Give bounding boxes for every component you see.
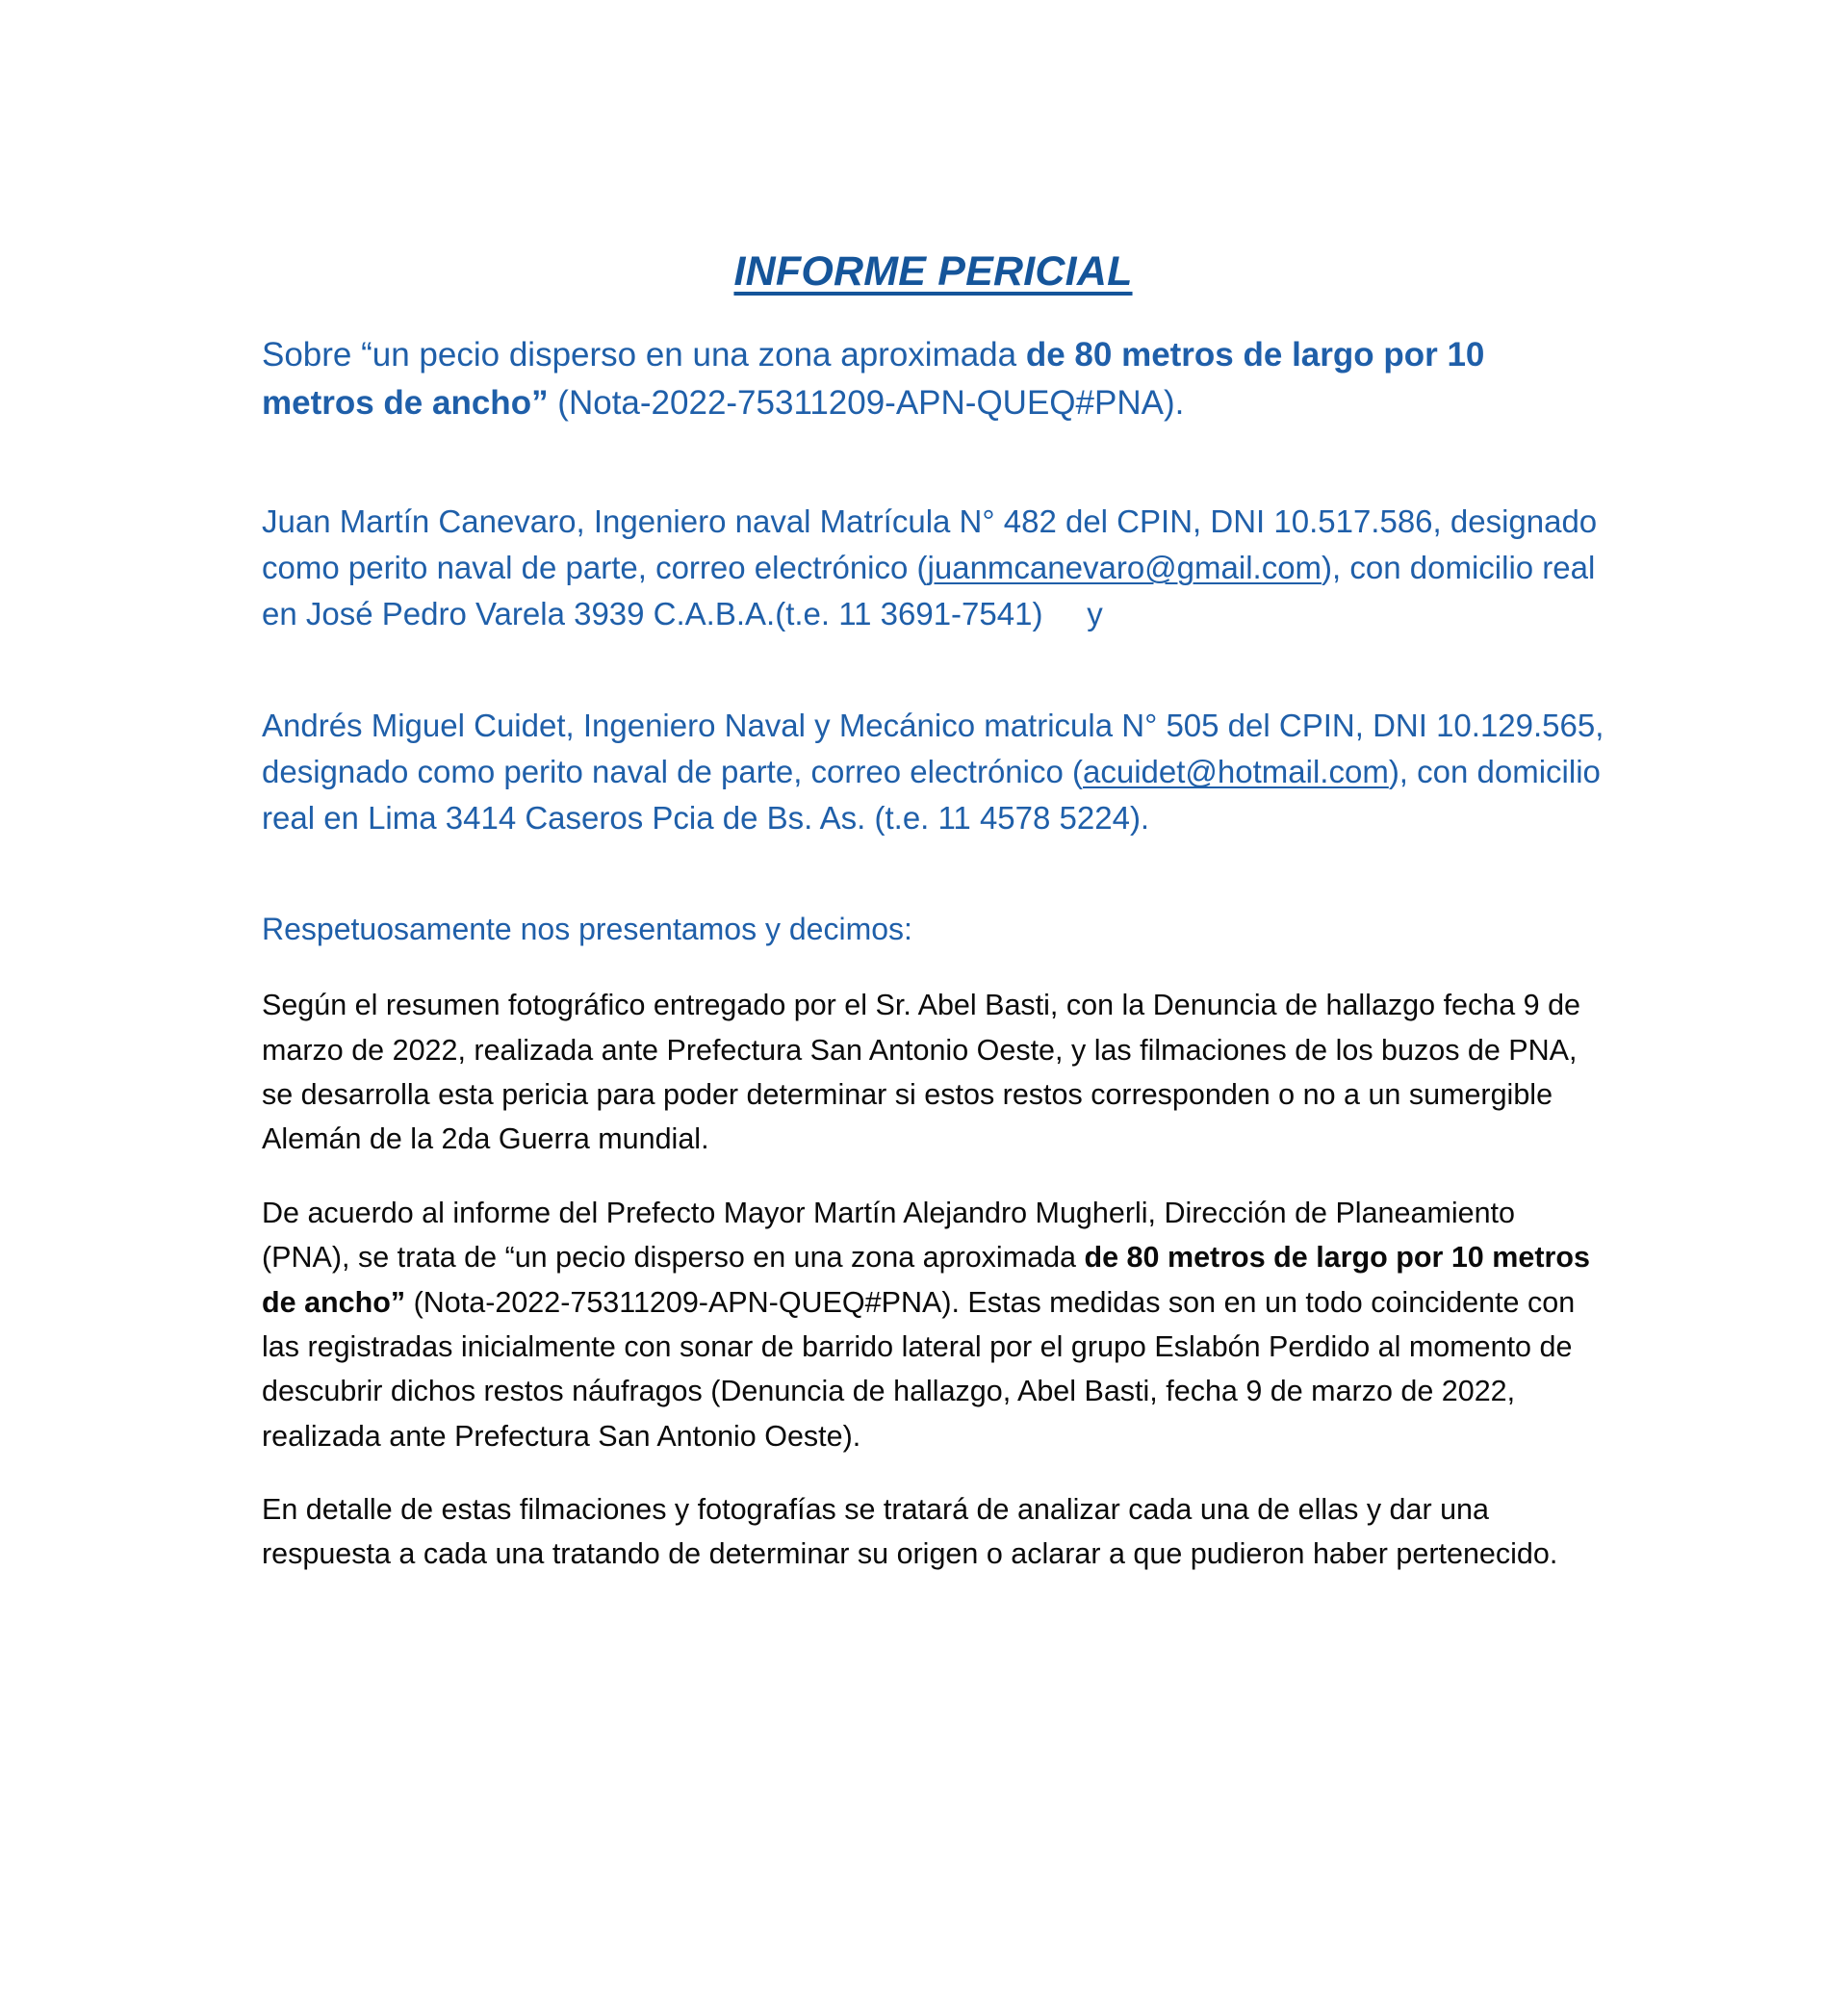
spacer bbox=[262, 427, 1604, 499]
expert-two-paragraph bbox=[262, 703, 1604, 842]
page-title-text: INFORME PERICIAL bbox=[733, 248, 1133, 295]
spacer bbox=[262, 637, 1604, 703]
pna-text-start: De acuerdo al informe del Prefecto Mayor Martín Alejandro Mugherli, Dirección de Planeamiento (PNA), se trata de “un pecio disperso en una zona aproximada bbox=[262, 1196, 1515, 1275]
greeting-line: Respetuosamente nos presentamos y decimos: bbox=[262, 911, 912, 946]
subject-suffix: (Nota-2022-75311209-APN-QUEQ#PNA). bbox=[548, 383, 1185, 422]
pna-measurements-bold: de 80 metros de largo por 10 metros de ancho” bbox=[262, 1241, 1590, 1319]
expert-one-email-link[interactable]: juanmcanevaro@gmail.com bbox=[927, 549, 1322, 585]
expert-two-text-start: Andrés Miguel Cuidet, Ingeniero Naval y Mecánico matricula N° 505 del CPIN, DNI 10.129.565, designado como perito naval de parte, correo electrónico ( bbox=[262, 708, 1604, 790]
subject-bold: de 80 metros de largo por 10 metros de ancho” bbox=[262, 336, 1485, 422]
subject-prefix: Sobre “un pecio disperso en una zona aproximada bbox=[262, 336, 1026, 374]
document-body bbox=[262, 248, 1604, 1577]
expert-one-conjunction: y bbox=[1087, 595, 1103, 631]
expert-two-email-link[interactable]: acuidet@hotmail.com bbox=[1083, 754, 1389, 790]
paragraph-photographic-summary: Según el resumen fotográfico entregado por el Sr. Abel Basti, con la Denuncia de hallazgo fecha 9 de marzo de 2022, realizada ante Prefectura San Antonio Oeste, y las filmaciones de los buzos de PNA, se desarrolla esta pericia para poder determinar si estos restos corresponden o no a un sumergible Alemán de la 2da Guerra mundial. bbox=[262, 989, 1581, 1156]
expert-one-paragraph bbox=[262, 499, 1604, 638]
expert-one-text-start: Juan Martín Canevaro, Ingeniero naval Matrícula N° 482 del CPIN, DNI 10.517.586, designado como perito naval de parte, correo electrónico ( bbox=[262, 502, 1598, 585]
page-title bbox=[262, 248, 1604, 295]
spacer bbox=[262, 842, 1604, 908]
expert-one-text-end: ), con domicilio real en José Pedro Varela 3939 C.A.B.A.(t.e. 11 3691-7541) bbox=[262, 549, 1596, 631]
pna-text-end: (Nota-2022-75311209-APN-QUEQ#PNA). Estas medidas son en un todo coincidente con las registradas inicialmente con sonar de barrido lateral por el grupo Eslabón Perdido al momento de descubrir dichos restos náufragos (Denuncia de hallazgo, Abel Basti, fecha 9 de marzo de 2022, realizada ante Prefectura San Antonio Oeste). bbox=[262, 1285, 1576, 1453]
paragraph-pna-report bbox=[262, 1191, 1604, 1458]
expert-two-text-end: ), con domicilio real en Lima 3414 Caseros Pcia de Bs. As. (t.e. 11 4578 5224). bbox=[262, 754, 1601, 837]
subject-paragraph bbox=[262, 331, 1604, 426]
paragraph-analysis-scope: En detalle de estas filmaciones y fotografías se tratará de analizar cada una de ellas y dar una respuesta a cada una tratando de determinar su origen o aclarar a que pudieron haber pertenecido. bbox=[262, 1492, 1558, 1571]
